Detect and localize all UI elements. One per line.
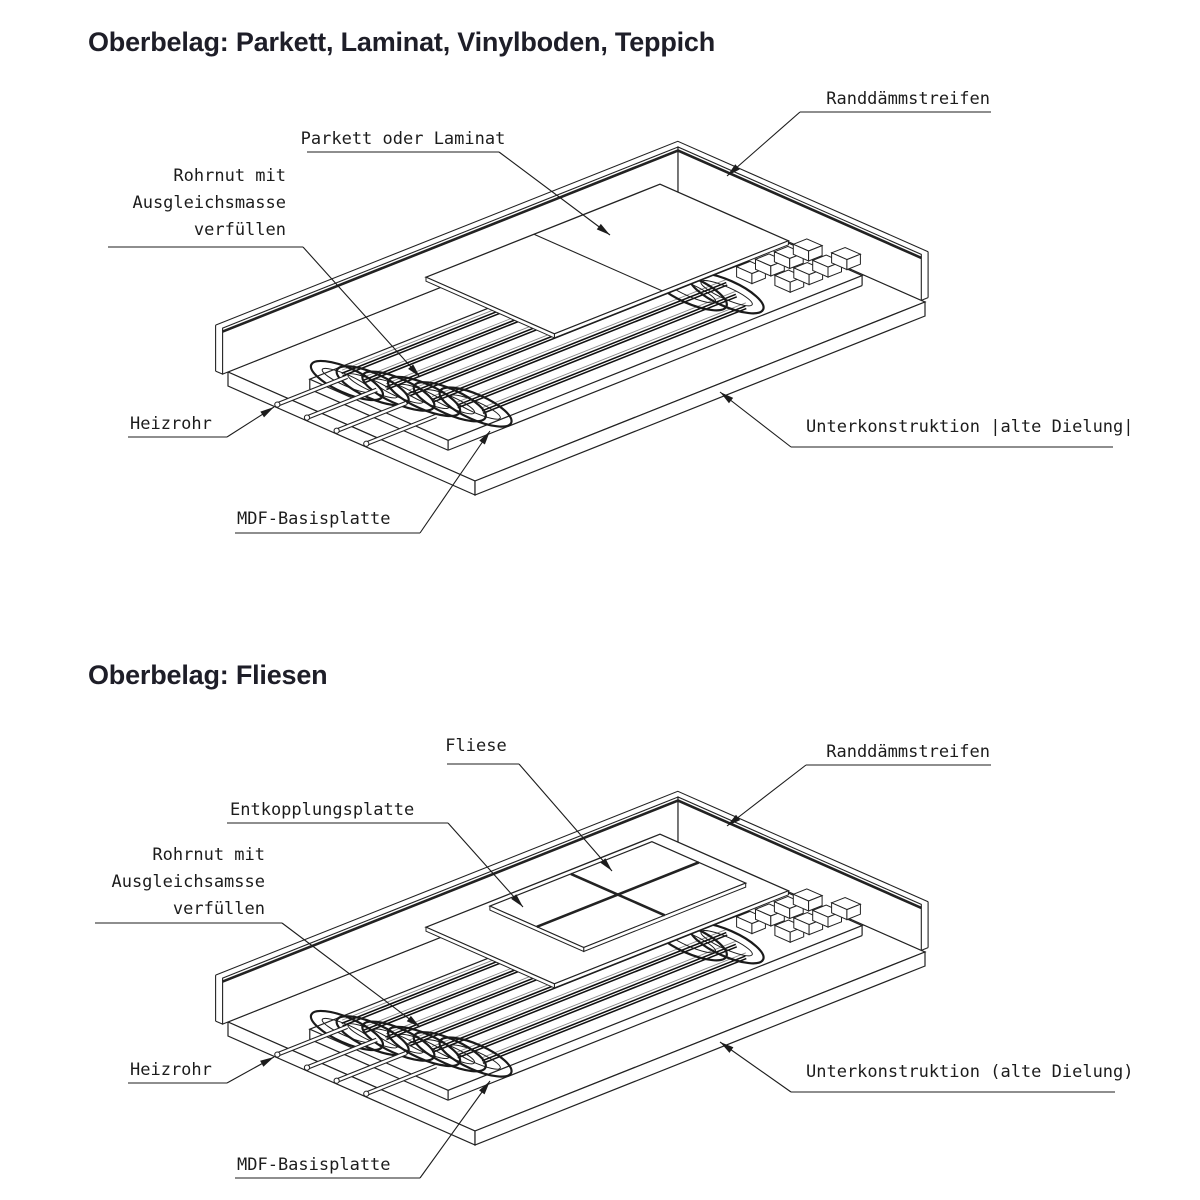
label-heizrohr-2: Heizrohr (130, 1060, 212, 1080)
label-randdaemmstreifen-1: Randdämmstreifen (826, 89, 990, 109)
label-rohrnut-2-line1: Rohrnut mit (152, 845, 265, 865)
label-rohrnut-1-line3: verfüllen (193, 220, 286, 240)
label-randdaemmstreifen-2: Randdämmstreifen (826, 742, 990, 762)
diagram2-title: Oberbelag: Fliesen (88, 660, 328, 690)
label-parkett-oder-laminat: Parkett oder Laminat (300, 129, 506, 149)
label-unterkonstruktion-2: Unterkonstruktion (alte Dielung) (806, 1062, 1134, 1082)
label-mdf-basisplatte-1: MDF-Basisplatte (237, 509, 391, 529)
label-unterkonstruktion-1: Unterkonstruktion |alte Dielung| (806, 417, 1134, 437)
label-rohrnut-1-line1: Rohrnut mit (173, 166, 286, 186)
label-fliese: Fliese (445, 736, 507, 756)
parkett-construction-drawing (216, 141, 929, 495)
label-mdf-basisplatte-2: MDF-Basisplatte (237, 1155, 391, 1175)
label-rohrnut-1-line2: Ausgleichsmasse (132, 193, 286, 213)
label-heizrohr-1: Heizrohr (130, 414, 212, 434)
label-rohrnut-2-line2: Ausgleichsamsse (111, 872, 265, 892)
label-rohrnut-2-line3: verfüllen (172, 899, 265, 919)
label-entkopplungsplatte: Entkopplungsplatte (230, 800, 415, 820)
diagram1-title: Oberbelag: Parkett, Laminat, Vinylboden, Teppich (88, 27, 716, 57)
